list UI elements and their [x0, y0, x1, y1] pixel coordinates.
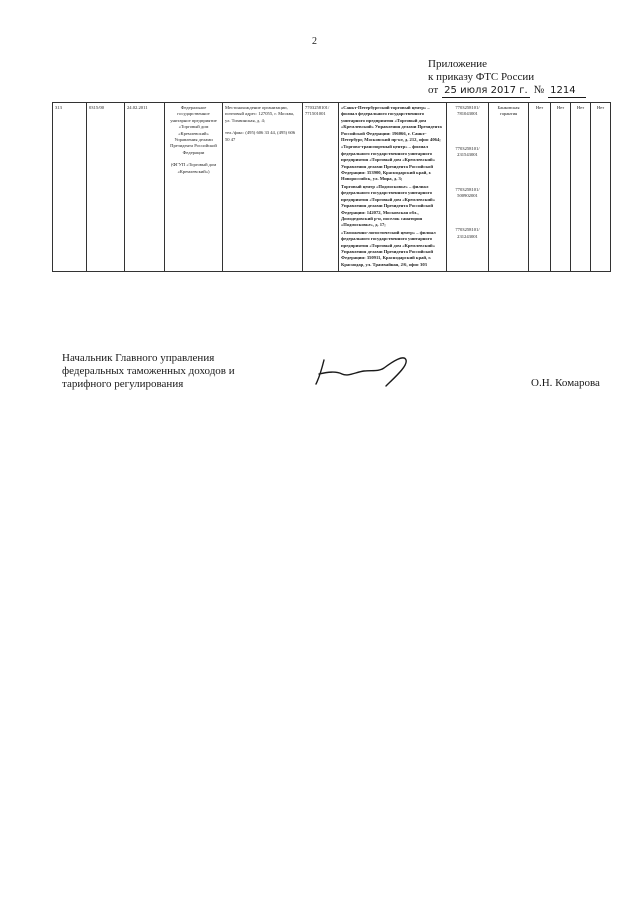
branch-4: «Таможенно-логистический центр» – филиал федерального государственного унитарного предприятия «Торговый дом «Кремлевский» Управления делами Президента Российской Федерации: 350911, Краснодарский край, г. Краснодар, ул. Трамвайная, 2/6, офис 303 — [341, 229, 436, 267]
registry-date: 24.02.2011 — [125, 103, 165, 272]
registry-code: 0315/00 — [87, 103, 125, 272]
branch-code-1: 7703258101/ 781043001 — [455, 105, 480, 117]
inn-kpp: 7703258101/ 771501001 — [303, 103, 339, 272]
branch-code-2: 7703258101/ 231543001 — [455, 145, 480, 158]
page-number: 2 — [312, 36, 317, 47]
appendix-title: Приложение — [428, 58, 488, 70]
flag-2: Нет — [551, 103, 571, 272]
order-date: 25 июля 2017 г. — [444, 85, 528, 96]
organization-full-name: Федеральное государственное унитарное предприятие «Торговый дом «Кремлевский» Управления делами Президента Российской Федерации — [170, 105, 217, 155]
organization-short-name: (ФГУП «Торговый дом «Кремлевский») — [170, 162, 217, 174]
order-number: 1214 — [548, 84, 586, 98]
flag-4: Нет — [591, 103, 611, 272]
date-prefix: от — [428, 84, 439, 96]
flag-3: Нет — [571, 103, 591, 272]
registry-table — [52, 102, 611, 272]
branch-2: «Торгово-транспортный центр» – филиал федерального государственного унитарного предприятия «Торговый дом «Кремлевский» Управления делами Президента Российской Федерации: 353900, Краснодарский край, г. Новороссийск, ул. Мира, д. 3; — [341, 144, 435, 182]
branch-3: Торговый центр «Подмосковье» – филиал федерального государственного унитарного предприятия «Торговый дом «Кремлевский» Управления делами Президента Российской Федерации: 142072, Московская обл., Домодедовский р-н, поселок санатория «Подмосковье», д. 17; — [341, 183, 435, 228]
branch-code-3: 7703258101/ 500902001 — [455, 186, 480, 199]
branch-codes-cell — [447, 103, 489, 272]
branch-1: «Санкт-Петербургский торговый центр» – филиал федерального государственного унитарного предприятия «Торговый дом «Кремлевский» Управления делами Президента Российской Федерации: 196066, г. Санкт-Петербург, Московский пр-кт, д. 212, офис 4064; — [341, 105, 442, 143]
appendix-date-number-line — [428, 84, 586, 98]
appendix-block — [428, 58, 586, 98]
address-cell — [223, 103, 303, 272]
signatory-name: О.Н. Комарова — [531, 377, 600, 389]
flag-1: Нет — [529, 103, 551, 272]
number-prefix: № — [533, 84, 545, 96]
handwritten-signature — [312, 350, 412, 394]
organization-cell — [165, 103, 223, 272]
row-index: 313 — [53, 103, 87, 272]
appendix-order-line: к приказу ФТС России — [428, 71, 535, 83]
guarantee-type: Банковская гарантия — [489, 103, 529, 272]
branches-cell — [339, 103, 447, 272]
organization-address: Местонахождение организации, почтовый адрес: 127055, г. Москва, ул. Тихвинская, д. 4; — [225, 105, 295, 123]
branch-code-4: 7703258101/ 231243001 — [455, 227, 480, 239]
signatory-title: Начальник Главного управления федеральных таможенных доходов и тарифного регулирования — [62, 352, 235, 390]
organization-phone: тел./факс: (495) 606 33 44, (495) 606 50 47 — [225, 130, 296, 142]
table-row — [53, 103, 611, 272]
